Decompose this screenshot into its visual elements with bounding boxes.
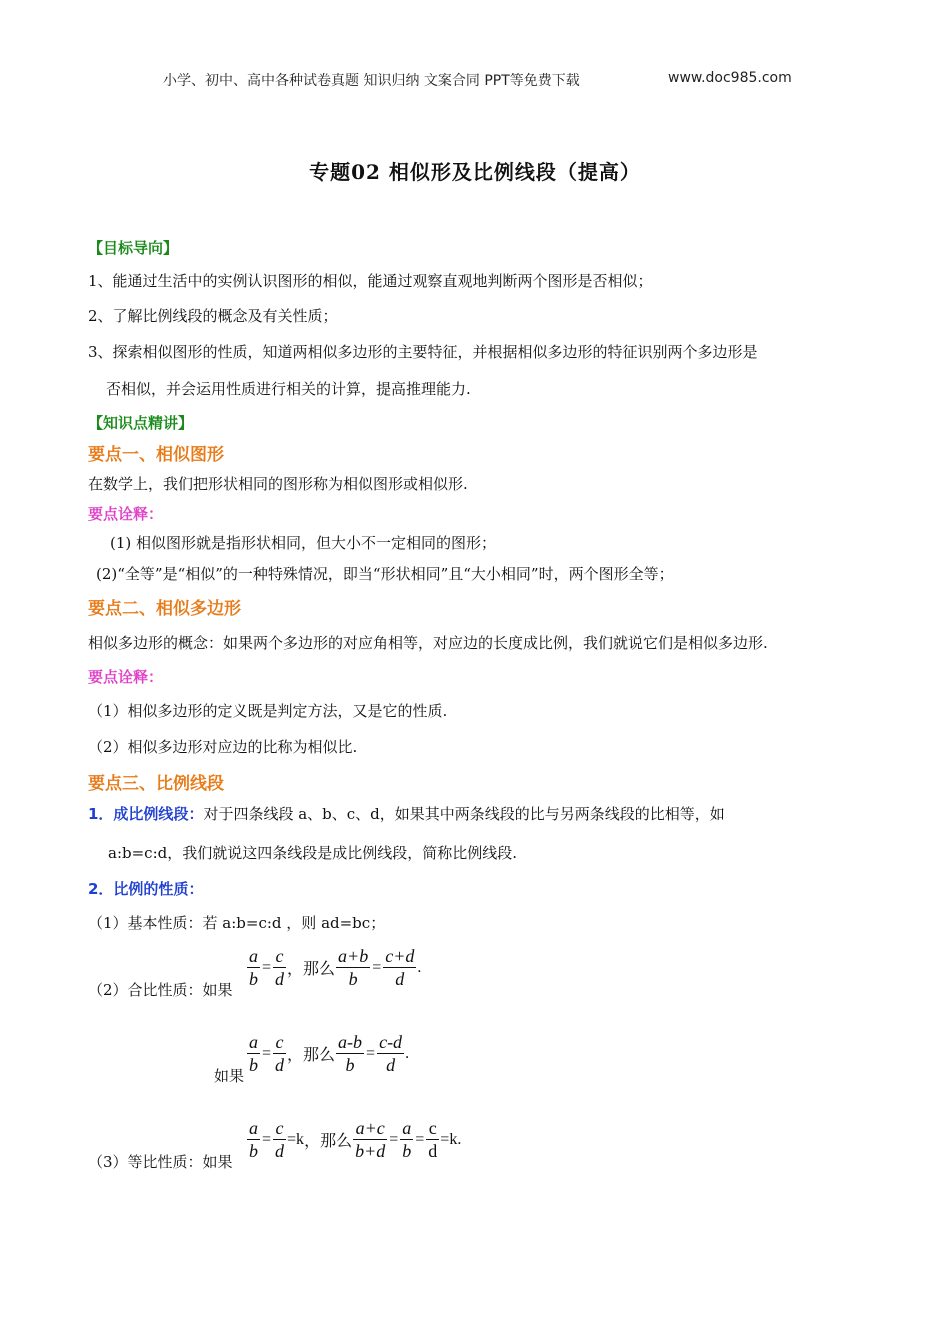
fraction: $\frac{c-d}{d}$	[379, 1032, 403, 1075]
note-label: 要点诠释：	[88, 505, 164, 523]
formula-subtraction: $\frac{a}{b}$ = $\frac{c}{d}$ ，那么 $\frac{a-b}{b}$ = $\frac{c-d}{d}$ .	[249, 1032, 410, 1075]
note-item: （2）相似多边形对应边的比称为相似比.	[88, 738, 358, 756]
key-point-1-text: 在数学上，我们把形状相同的图形称为相似图形或相似形.	[88, 475, 468, 493]
proportion-text: 对于四条线段 a、b、c、d，如果其中两条线段的比与另两条线段的比相等，如	[203, 805, 725, 823]
fraction: $\frac{a}{b}$	[249, 1118, 258, 1161]
objectives-heading: 【目标导向】	[88, 239, 179, 257]
fraction: $\frac{a+c}{b+d}$	[355, 1118, 386, 1161]
fraction: $\frac{c}{d}$	[428, 1118, 438, 1161]
objective-item: 1、能通过生活中的实例认识图形的相似，能通过观察直观地判断两个图形是否相似；	[88, 272, 653, 290]
proportion-label: 1．成比例线段：	[88, 805, 204, 823]
fraction: $\frac{a-b}{b}$	[338, 1032, 363, 1075]
fraction: $\frac{c+d}{d}$	[385, 946, 415, 989]
subtraction-property-label: 如果	[214, 1067, 245, 1085]
objective-item: 2、了解比例线段的概念及有关性质；	[88, 307, 338, 325]
objective-item: 3、探索相似图形的性质，知道两相似多边形的主要特征，并根据相似多边形的特征识别两个多边形是	[88, 343, 758, 361]
fraction: $\frac{a}{b}$	[402, 1118, 412, 1161]
note-item: （1）相似多边形的定义既是判定方法，又是它的性质.	[88, 702, 448, 720]
key-point-2-title: 要点二、相似多边形	[88, 599, 241, 619]
proportion-definition	[88, 803, 725, 824]
header-site-text: 小学、初中、高中各种试卷真题 知识归纳 文案合同 PPT等免费下载	[163, 73, 580, 89]
key-point-2-text: 相似多边形的概念：如果两个多边形的对应角相等，对应边的长度成比例，我们就说它们是相似多边形.	[88, 634, 768, 652]
fraction: $\frac{c}{d}$	[275, 946, 285, 989]
objective-item: 否相似，并会运用性质进行相关的计算，提高推理能力.	[106, 380, 471, 398]
formula-equal-ratio: $\frac{a}{b}$ = $\frac{c}{d}$ =k，那么 $\frac{a+c}{b+d}$ = $\frac{a}{b}$ = $\frac{c}{d}$ =k.	[249, 1118, 462, 1161]
fraction: $\frac{c}{d}$	[275, 1032, 285, 1075]
note-item: (1) 相似图形就是指形状相同，但大小不一定相同的图形；	[110, 534, 497, 552]
addition-property-label: （2）合比性质：如果	[88, 981, 233, 999]
formula-addition: $\frac{a}{b}$ = $\frac{c}{d}$ ，那么 $\frac{a+b}{b}$ = $\frac{c+d}{d}$ .	[249, 946, 422, 989]
note-item: (2)“全等”是“相似”的一种特殊情况，即当“形状相同”且“大小相同”时，两个图形全等；	[96, 565, 674, 583]
knowledge-heading: 【知识点精讲】	[88, 414, 194, 432]
fraction: $\frac{a}{b}$	[249, 1032, 258, 1075]
key-point-3-title: 要点三、比例线段	[88, 774, 224, 794]
fraction: $\frac{a+b}{b}$	[338, 946, 369, 989]
page-title: 专题02 相似形及比例线段（提高）	[309, 160, 641, 184]
fraction: $\frac{c}{d}$	[275, 1118, 285, 1161]
basic-property: （1）基本性质：若 a:b=c:d ，则 ad=bc；	[88, 914, 386, 932]
note-label: 要点诠释：	[88, 668, 164, 686]
proportion-text-2: a:b=c:d，我们就说这四条线段是成比例线段，简称比例线段.	[108, 844, 517, 862]
header-url[interactable]: www.doc985.com	[668, 70, 792, 86]
proportion-properties-label: 2．比例的性质：	[88, 880, 204, 898]
equal-ratio-property-label: （3）等比性质：如果	[88, 1153, 233, 1171]
key-point-1-title: 要点一、相似图形	[88, 445, 224, 465]
fraction: $\frac{a}{b}$	[249, 946, 258, 989]
